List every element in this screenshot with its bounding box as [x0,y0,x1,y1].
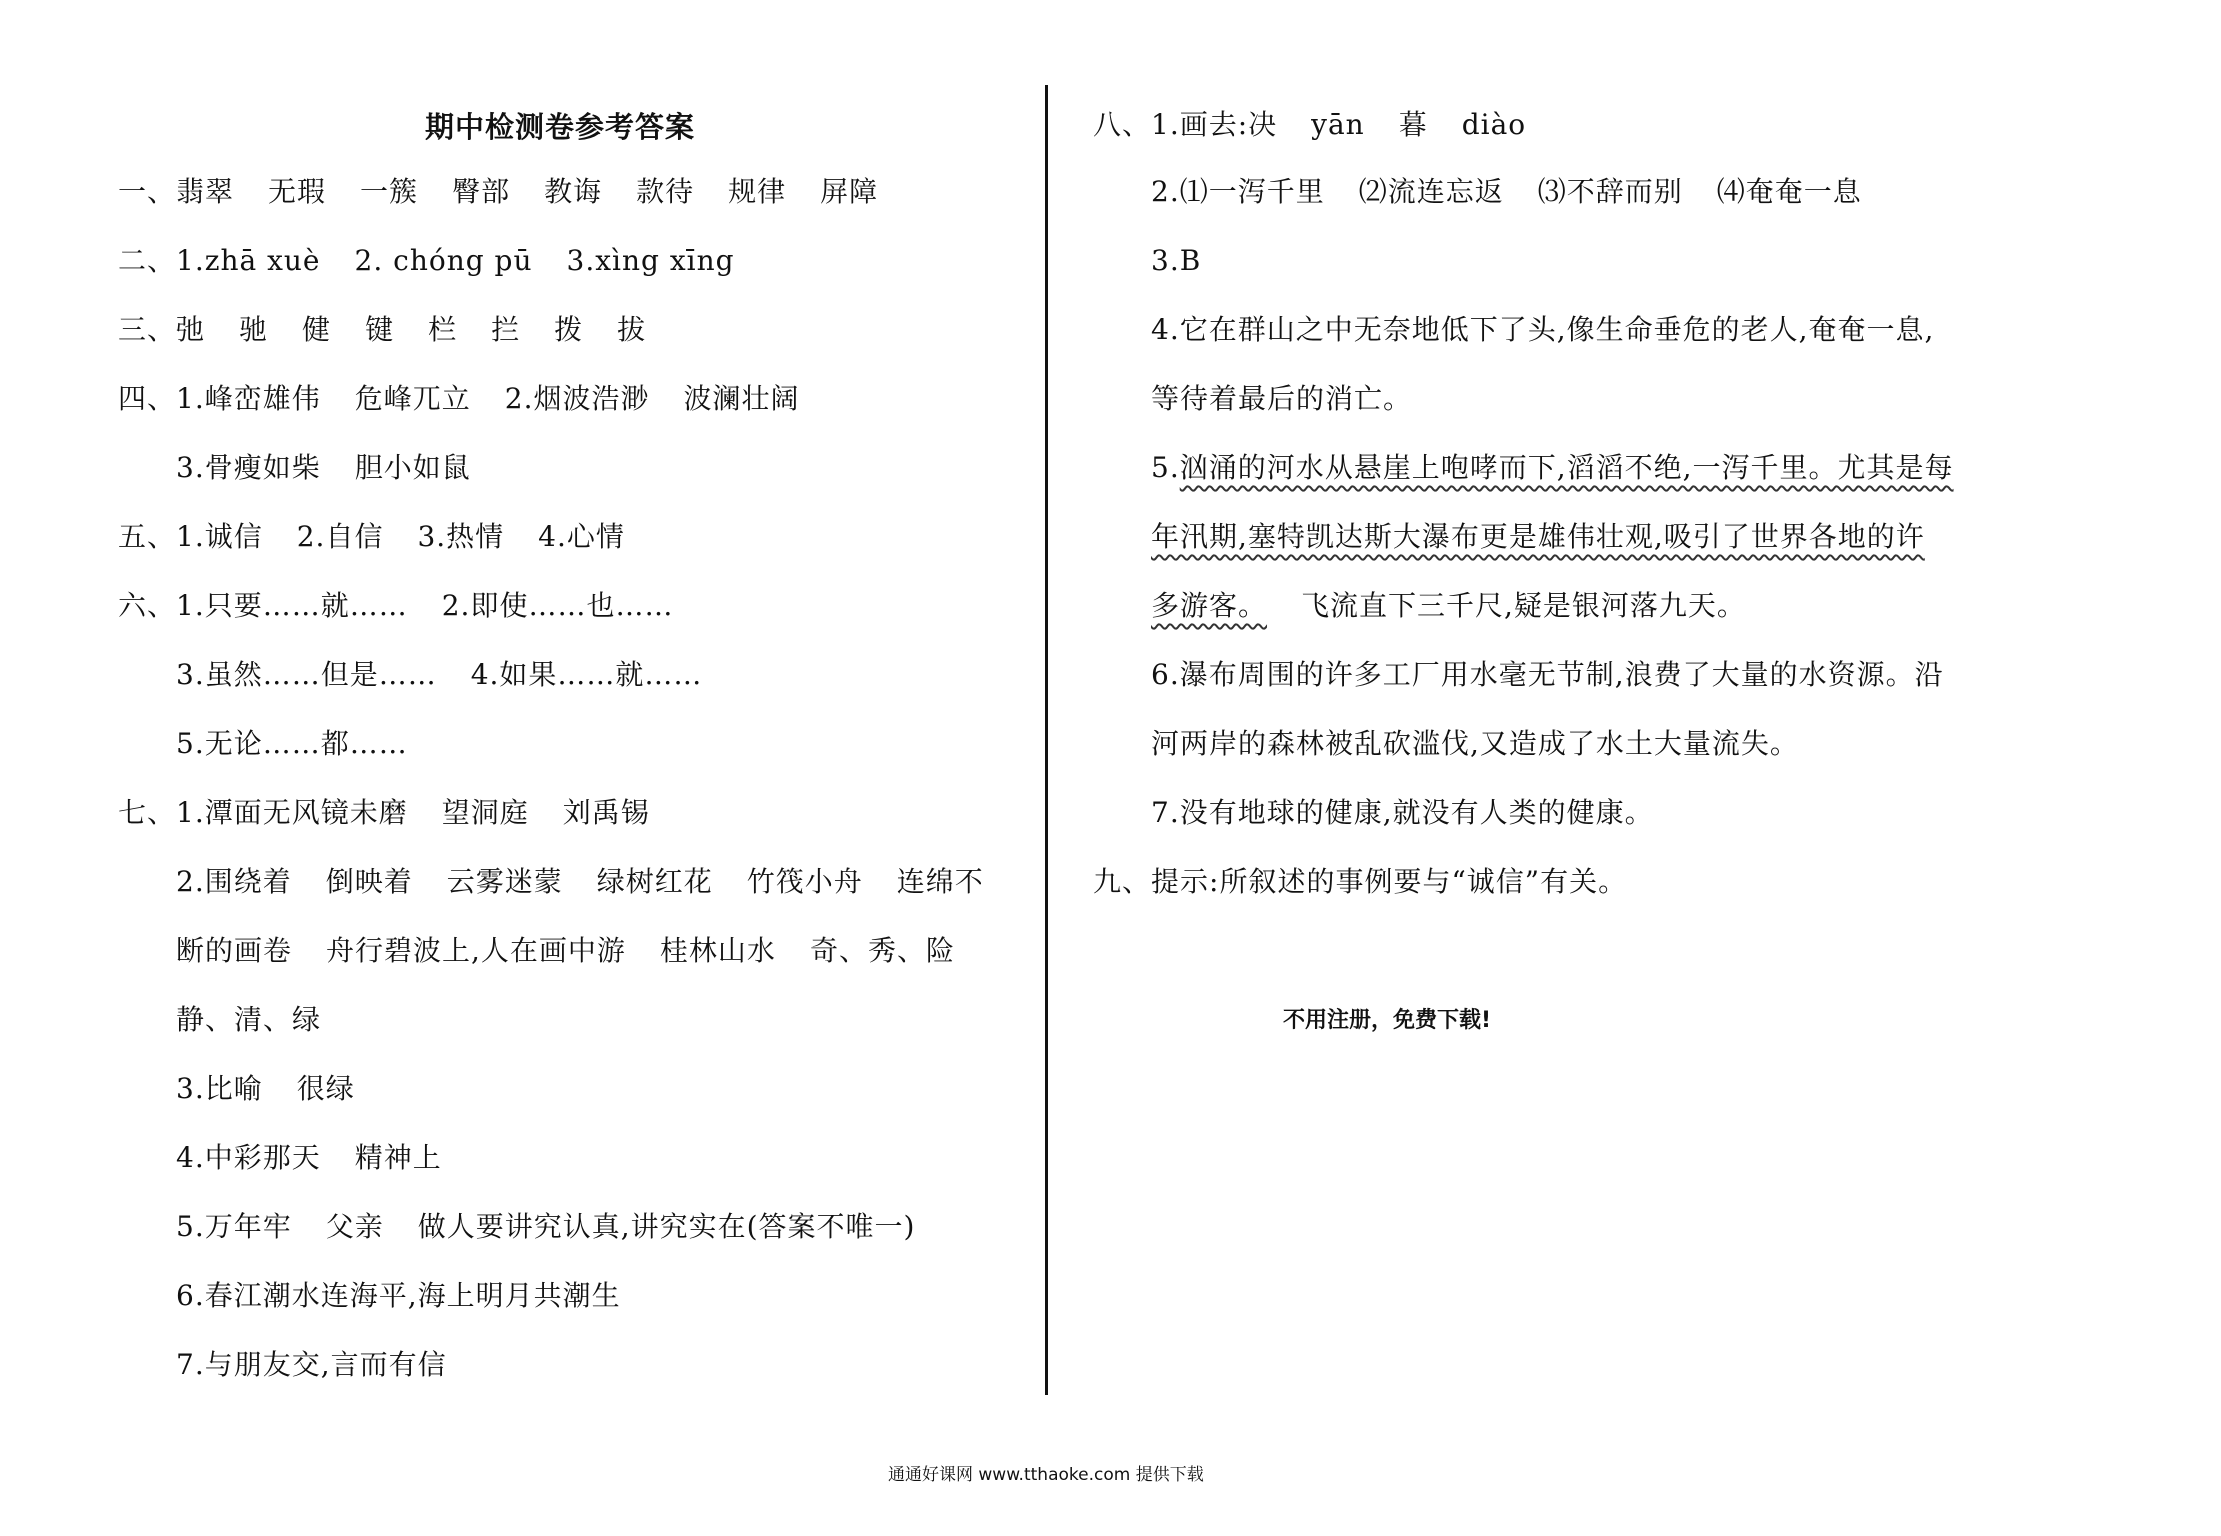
q8-label: 八、 [1093,108,1152,141]
answer-q8-s1 [1093,105,1526,145]
q8-item: 2.⑴一泻千里 [1151,175,1325,208]
q3-item: 拦 [491,313,521,346]
q8-item: 河两岸的森林被乱砍滥伐,又造成了水土大量流失。 [1151,727,1799,760]
q7-item: 7.与朋友交,言而有信 [176,1348,447,1381]
q8-item: 飞流直下三千尺,疑是银河落九天。 [1301,589,1746,622]
q8-item: 1.画去:决 [1151,108,1278,141]
wavy-underlined-text: 年汛期,塞特凯达斯大瀑布更是雄伟壮观,吸引了世界各地的许 [1151,520,1925,553]
q4-label: 四、 [118,382,177,415]
q7-item: 倒映着 [325,865,413,898]
q9-label: 九、 [1093,865,1152,898]
answer-q3 [118,310,646,350]
q3-label: 三、 [118,313,177,346]
q8-item: yān [1311,108,1365,141]
q8-item: 暮 [1398,108,1428,141]
answer-q7-s4 [176,1138,442,1178]
answer-q4-line1 [118,379,799,419]
q2-label: 二、 [118,244,177,277]
q2-item: 3.xìng xīng [566,244,735,277]
q7-item: 很绿 [296,1072,355,1105]
q8-item: ⑷奄奄一息 [1716,175,1862,208]
q7-label: 七、 [118,796,177,829]
q8-item: 等待着最后的消亡。 [1151,382,1413,415]
q1-item: 教诲 [544,175,603,208]
answer-q8-s6-line2 [1151,724,1799,764]
column-divider [1045,85,1048,1395]
answer-q6-line3 [176,724,408,764]
footer-text: 通通好课网 www.tthaoke.com 提供下载 [888,1465,1204,1485]
q1-label: 一、 [118,175,177,208]
answer-q7-s6 [176,1276,621,1316]
q8-item-number: 5. [1151,451,1180,484]
q7-item: 做人要讲究认真,讲究实在(答案不唯一) [417,1210,916,1243]
q7-item: 静、清、绿 [176,1003,322,1036]
q1-item: 屏障 [820,175,879,208]
q7-item: 舟行碧波上,人在画中游 [326,934,626,967]
q7-item: 断的画卷 [176,934,293,967]
q7-item: 4.中彩那天 [176,1141,321,1174]
q2-item: 2. chóng pū [354,244,533,277]
q7-item: 6.春江潮水连海平,海上明月共潮生 [176,1279,621,1312]
q7-item: 绿树红花 [596,865,713,898]
q1-item: 一簇 [360,175,419,208]
q4-item: 危峰兀立 [354,382,471,415]
q7-item: 精神上 [354,1141,442,1174]
q5-item: 2.自信 [296,520,384,553]
answer-q8-s5-line1 [1151,448,1954,488]
answer-q6-line1 [118,586,673,626]
answer-q7-s1 [118,793,650,833]
q8-item: diào [1461,108,1527,141]
answer-q1 [118,172,878,212]
q5-item: 1.诚信 [176,520,263,553]
answer-q6-line2 [176,655,702,695]
q3-item: 驰 [239,313,269,346]
q8-item: ⑶不辞而别 [1537,175,1683,208]
answer-q8-s5-line2 [1151,517,1925,557]
answer-q7-s2-line3 [176,1000,321,1040]
q4-item: 胆小如鼠 [354,451,471,484]
q4-item: 1.峰峦雄伟 [176,382,321,415]
q3-item: 拨 [554,313,584,346]
q9-item: 提示:所叙述的事例要与“诚信”有关。 [1151,865,1628,898]
answer-q8-s6-line1 [1151,655,1944,695]
q8-item: 7.没有地球的健康,就没有人类的健康。 [1151,796,1654,829]
q3-item: 弛 [176,313,206,346]
q8-item: 3.B [1151,244,1202,277]
answer-q7-s7 [176,1345,447,1385]
answer-q7-s3 [176,1069,355,1109]
q8-item: ⑵流连忘返 [1358,175,1504,208]
q7-item: 竹筏小舟 [746,865,863,898]
q1-item: 款待 [636,175,695,208]
q8-item: 4.它在群山之中无奈地低下了头,像生命垂危的老人,奄奄一息, [1151,313,1935,346]
q5-item: 4.心情 [538,520,625,553]
answer-q7-s2-line1 [176,862,984,902]
answer-q2 [118,241,735,281]
answer-q8-s4-line2 [1151,379,1412,419]
q5-label: 五、 [118,520,177,553]
q3-item: 键 [365,313,395,346]
q7-item: 刘禹锡 [562,796,650,829]
q3-item: 健 [302,313,332,346]
answer-q5 [118,517,625,557]
wavy-underlined-text: 汹涌的河水从悬崖上咆哮而下,滔滔不绝,一泻千里。尤其是每 [1179,451,1954,484]
q7-item: 云雾迷蒙 [446,865,563,898]
q7-item: 桂林山水 [659,934,776,967]
page-title: 期中检测卷参考答案 [425,110,696,144]
q7-item: 奇、秀、险 [809,934,955,967]
answer-q8-s5-line3 [1151,586,1746,626]
answer-q7-s2-line2 [176,931,955,971]
q6-label: 六、 [118,589,177,622]
q7-item: 父亲 [325,1210,384,1243]
answer-q4-line2 [176,448,471,488]
q4-item: 2.烟波浩渺 [504,382,650,415]
q4-item: 波澜壮阔 [683,382,800,415]
wavy-underlined-text: 多游客。 [1151,589,1268,622]
q7-item: 连绵不 [896,865,984,898]
q7-item: 5.万年牢 [176,1210,292,1243]
q7-item: 望洞庭 [441,796,529,829]
q4-item: 3.骨瘦如柴 [176,451,321,484]
q1-item: 臀部 [452,175,511,208]
q6-item: 3.虽然……但是…… [176,658,437,691]
answer-q8-s2 [1151,172,1862,212]
answer-q7-s5 [176,1207,915,1247]
q1-item: 规律 [728,175,787,208]
q6-item: 4.如果……就…… [470,658,703,691]
promo-text: 不用注册，免费下载! [1283,1008,1492,1033]
answer-q9 [1093,862,1627,902]
q8-item: 6.瀑布周围的许多工厂用水毫无节制,浪费了大量的水资源。沿 [1151,658,1944,691]
q5-item: 3.热情 [417,520,505,553]
q1-item: 翡翠 [176,175,235,208]
q6-item: 1.只要……就…… [176,589,408,622]
q7-item: 2.围绕着 [176,865,292,898]
q7-item: 1.潭面无风镜未磨 [176,796,408,829]
q6-item: 5.无论……都…… [176,727,408,760]
q7-item: 3.比喻 [176,1072,263,1105]
answer-q8-s7 [1151,793,1654,833]
q1-item: 无瑕 [268,175,327,208]
q3-item: 栏 [428,313,458,346]
q3-item: 拔 [617,313,647,346]
q2-item: 1.zhā xuè [176,244,321,277]
answer-q8-s3 [1151,241,1201,281]
q6-item: 2.即使……也…… [441,589,674,622]
answer-q8-s4-line1 [1151,310,1934,350]
